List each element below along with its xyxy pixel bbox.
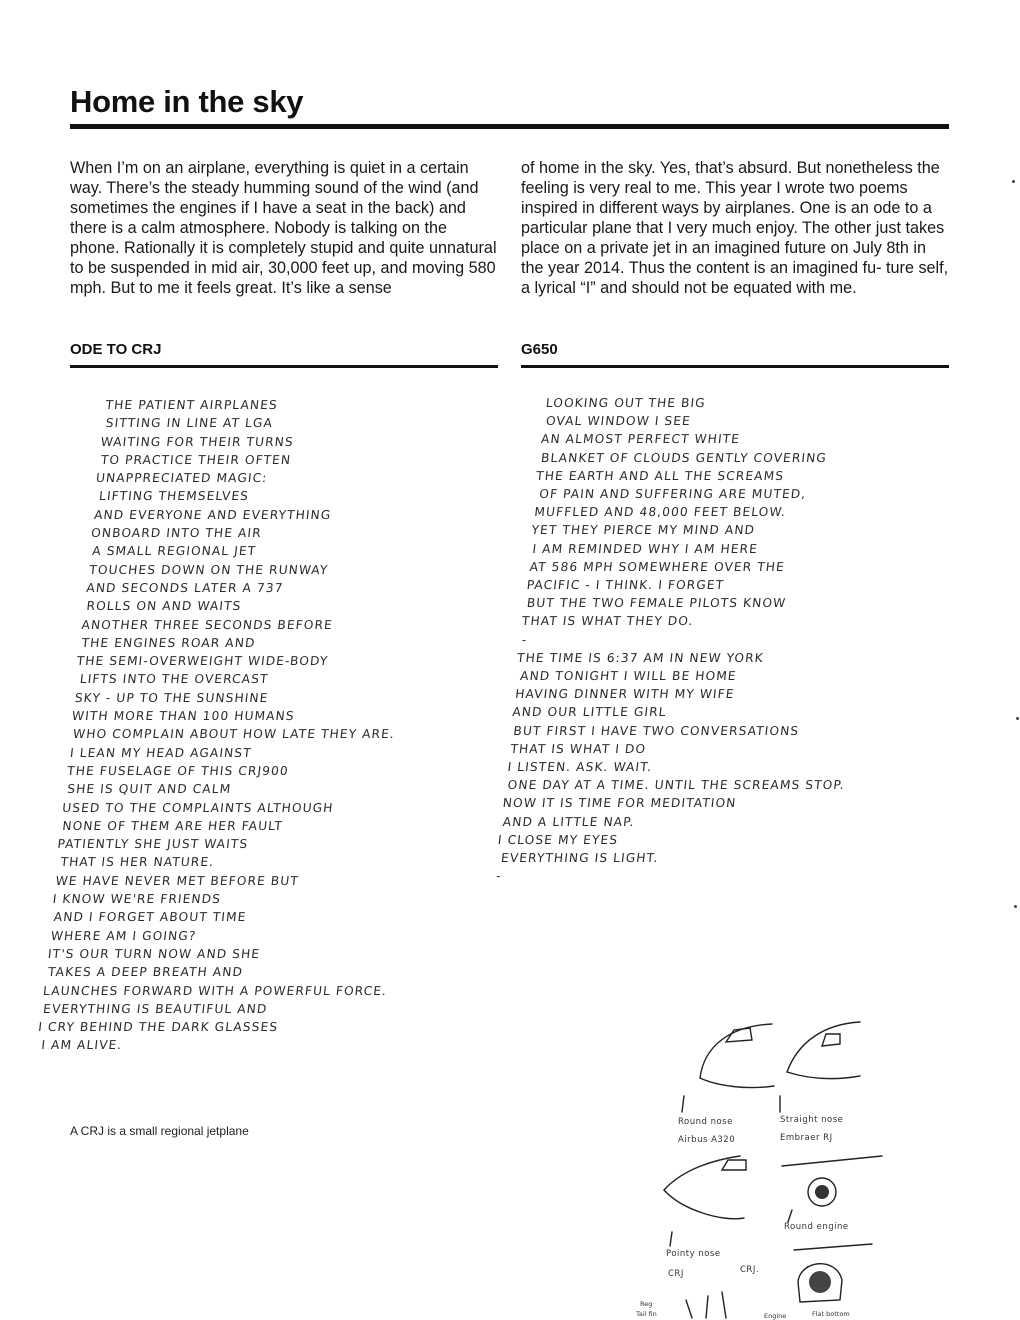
poem-line: LIFTING THEMSELVES bbox=[98, 489, 250, 504]
poem-line: THAT IS WHAT THEY DO. bbox=[521, 614, 695, 629]
poem-title-ode-to-crj: ODE TO CRJ bbox=[70, 341, 162, 358]
poem-line: - bbox=[495, 869, 503, 884]
poem-line: THE TIME IS 6:37 AM IN NEW YORK bbox=[516, 650, 765, 665]
page-title: Home in the sky bbox=[70, 84, 304, 119]
poem-rule-right bbox=[521, 365, 949, 368]
sketch-label-round-nose: Round nose bbox=[678, 1117, 733, 1127]
intro-column-right bbox=[521, 158, 951, 298]
poem-line: PACIFIC - I THINK. I FORGET bbox=[526, 578, 725, 593]
airplane-nose-sketches bbox=[622, 1000, 1020, 1320]
pointy-nose-outline-icon bbox=[664, 1156, 740, 1190]
poem-line: I KNOW WE'RE FRIENDS bbox=[52, 892, 222, 907]
sketch-label-engine: Engine bbox=[764, 1312, 787, 1320]
margin-speck bbox=[1014, 905, 1017, 908]
intro-text-right: of home in the sky. Yes, that’s absurd. But nonetheless the feeling is very real to me. This year I wrote two poems inspired in different ways by airplanes. One is an ode to a particular plane that I very much enjoy. The other just takes place on a private jet in an imagined future on July 8th in the year 2014. Thus the content is an imagined fu- ture self, a lyrical “I” and should not be equated with me. bbox=[521, 159, 949, 297]
poem-line: I LEAN MY HEAD AGAINST bbox=[69, 745, 253, 760]
poem-rule-left bbox=[70, 365, 498, 368]
handwritten-poem-ode-to-crj bbox=[37, 396, 449, 1055]
poem-line: AND SECONDS LATER A 737 bbox=[85, 580, 285, 595]
sketch-label-crj-2: CRJ. bbox=[740, 1265, 760, 1275]
sketch-label-embraer: Embraer RJ bbox=[780, 1133, 833, 1143]
poem-line: ONBOARD INTO THE AIR bbox=[90, 526, 263, 541]
poem-line: IT'S OUR TURN NOW AND SHE bbox=[47, 946, 261, 961]
engine-fan-icon bbox=[815, 1185, 829, 1199]
poem-line: NONE OF THEM ARE HER FAULT bbox=[61, 818, 284, 833]
wing-icon bbox=[794, 1244, 872, 1250]
poem-line: NOW IT IS TIME FOR MEDITATION bbox=[502, 796, 738, 811]
poem-line: AT 586 MPH SOMEWHERE OVER THE bbox=[528, 559, 786, 574]
poem-caption: A CRJ is a small regional jetplane bbox=[70, 1124, 249, 1138]
poem-line: A SMALL REGIONAL JET bbox=[91, 544, 257, 559]
straight-nose-outline-icon bbox=[787, 1022, 860, 1072]
sketch-label-tail-fin: Tail fin bbox=[636, 1310, 657, 1318]
poem-line: USED TO THE COMPLAINTS ALTHOUGH bbox=[61, 800, 335, 815]
poem-line: SHE IS QUIT AND CALM bbox=[66, 782, 233, 797]
poem-line: THE EARTH AND ALL THE SCREAMS bbox=[535, 468, 785, 483]
arrow-icon bbox=[682, 1096, 684, 1112]
poem-line: AND A LITTLE NAP. bbox=[502, 814, 636, 829]
round-nose-chin-icon bbox=[700, 1078, 774, 1088]
poem-line: TO PRACTICE THEIR OFTEN bbox=[100, 452, 292, 467]
poem-title-g650: G650 bbox=[521, 341, 558, 358]
poem-line: AN ALMOST PERFECT WHITE bbox=[540, 432, 741, 447]
pointy-nose-chin-icon bbox=[664, 1190, 744, 1219]
poem-line: SITTING IN LINE AT LGA bbox=[105, 416, 274, 431]
sketch-label-round-engine: Round engine bbox=[784, 1222, 849, 1232]
poem-line: I AM ALIVE. bbox=[40, 1038, 124, 1053]
tail-fin-sketch-icon bbox=[706, 1292, 726, 1318]
poem-line: WE HAVE NEVER MET BEFORE BUT bbox=[54, 873, 300, 888]
poem-line: I CRY BEHIND THE DARK GLASSES bbox=[37, 1020, 279, 1035]
poem-line: THE SEMI-OVERWEIGHT WIDE-BODY bbox=[76, 654, 330, 669]
tail-fin-sketch-icon bbox=[686, 1300, 692, 1318]
poem-line: PATIENTLY SHE JUST WAITS bbox=[56, 837, 249, 852]
poem-line: ANOTHER THREE SECONDS BEFORE bbox=[80, 617, 334, 632]
poem-line: WHERE AM I GOING? bbox=[50, 928, 198, 943]
margin-speck bbox=[1016, 717, 1019, 720]
margin-speck bbox=[1012, 180, 1015, 183]
handwritten-poem-g650 bbox=[495, 394, 886, 885]
embraer-cockpit-window-icon bbox=[822, 1034, 840, 1046]
poem-line: WAITING FOR THEIR TURNS bbox=[100, 434, 295, 449]
poem-line: THE ENGINES ROAR AND bbox=[80, 635, 257, 650]
poem-line: BUT FIRST I HAVE TWO CONVERSATIONS bbox=[512, 723, 800, 738]
poem-line: AND I FORGET ABOUT TIME bbox=[53, 910, 248, 925]
arrow-icon bbox=[788, 1210, 792, 1222]
title-rule bbox=[70, 124, 949, 129]
arrow-icon bbox=[670, 1232, 672, 1246]
intro-text-left: When I’m on an airplane, everything is quiet in a certain way. There’s the steady humming sound of the wind (and sometimes the engines if I have a seat in the back) and there is a calm atmosphere. Nobody is talking on the phone. Rationally it is completely stupid and quite unnatural to be suspended in mid air, 30,000 feet up, and moving 580 mph. But to me it feels great. It’s like a sense bbox=[70, 159, 497, 297]
engine-fan-icon bbox=[809, 1271, 831, 1293]
poem-line: EVERYTHING IS BEAUTIFUL AND bbox=[42, 1001, 269, 1016]
poem-line: AND EVERYONE AND EVERYTHING bbox=[93, 507, 333, 522]
poem-line: AND OUR LITTLE GIRL bbox=[511, 705, 668, 720]
poem-line: LIFTS INTO THE OVERCAST bbox=[79, 672, 270, 687]
poem-line: SKY - UP TO THE SUNSHINE bbox=[74, 690, 270, 705]
poem-line: AND TONIGHT I WILL BE HOME bbox=[519, 669, 738, 684]
poem-line: YET THEY PIERCE MY MIND AND bbox=[530, 523, 756, 538]
sketch-label-airbus: Airbus A320 bbox=[678, 1135, 736, 1145]
poem-line: UNAPPRECIATED MAGIC: bbox=[95, 471, 269, 486]
crj-cockpit-window-icon bbox=[722, 1160, 746, 1170]
wing-icon bbox=[782, 1156, 882, 1166]
intro-column-left bbox=[70, 158, 500, 298]
poem-line: HAVING DINNER WITH MY WIFE bbox=[514, 687, 736, 702]
sketch-label-crj: CRJ bbox=[668, 1269, 684, 1279]
poem-line: WITH MORE THAN 100 HUMANS bbox=[71, 709, 296, 724]
poem-line: EVERYTHING IS LIGHT. bbox=[500, 851, 660, 866]
sketch-label-straight-nose: Straight nose bbox=[780, 1115, 844, 1125]
poem-line: TOUCHES DOWN ON THE RUNWAY bbox=[88, 562, 330, 577]
poem-line: I CLOSE MY EYES bbox=[497, 832, 619, 847]
poem-line: OVAL WINDOW I SEE bbox=[545, 414, 692, 429]
poem-line: THAT IS HER NATURE. bbox=[59, 855, 215, 870]
poem-line: ONE DAY AT A TIME. UNTIL THE SCREAMS STOP. bbox=[506, 778, 846, 793]
poem-line: - bbox=[521, 632, 529, 647]
poem-line: I LISTEN. ASK. WAIT. bbox=[506, 760, 653, 775]
poem-line: MUFFLED AND 48,000 FEET BELOW. bbox=[533, 505, 787, 520]
round-nose-outline-icon bbox=[700, 1024, 772, 1078]
poem-line: ROLLS ON AND WAITS bbox=[85, 599, 243, 614]
poem-line: THE PATIENT AIRPLANES bbox=[104, 398, 279, 412]
poem-line: BLANKET OF CLOUDS GENTLY COVERING bbox=[540, 450, 828, 465]
poem-line: THAT IS WHAT I DO bbox=[509, 741, 647, 756]
poem-line: BUT THE TWO FEMALE PILOTS KNOW bbox=[526, 596, 787, 611]
poem-line: WHO COMPLAIN ABOUT HOW LATE THEY ARE. bbox=[72, 727, 396, 742]
poem-line: LAUNCHES FORWARD WITH A POWERFUL FORCE. bbox=[42, 983, 388, 998]
sketch-label-pointy-nose: Pointy nose bbox=[666, 1249, 721, 1259]
straight-nose-chin-icon bbox=[787, 1072, 860, 1079]
sketch-label-reg: Reg bbox=[640, 1300, 653, 1308]
sketch-label-flat-bottom: Flat bottom bbox=[812, 1310, 850, 1318]
poem-line: LOOKING OUT THE BIG bbox=[545, 396, 707, 410]
poem-line: I AM REMINDED WHY I AM HERE bbox=[531, 541, 759, 556]
poem-line: OF PAIN AND SUFFERING ARE MUTED, bbox=[538, 487, 808, 502]
poem-line: THE FUSELAGE OF THIS CRJ900 bbox=[66, 763, 290, 778]
poem-line: TAKES A DEEP BREATH AND bbox=[47, 965, 244, 980]
